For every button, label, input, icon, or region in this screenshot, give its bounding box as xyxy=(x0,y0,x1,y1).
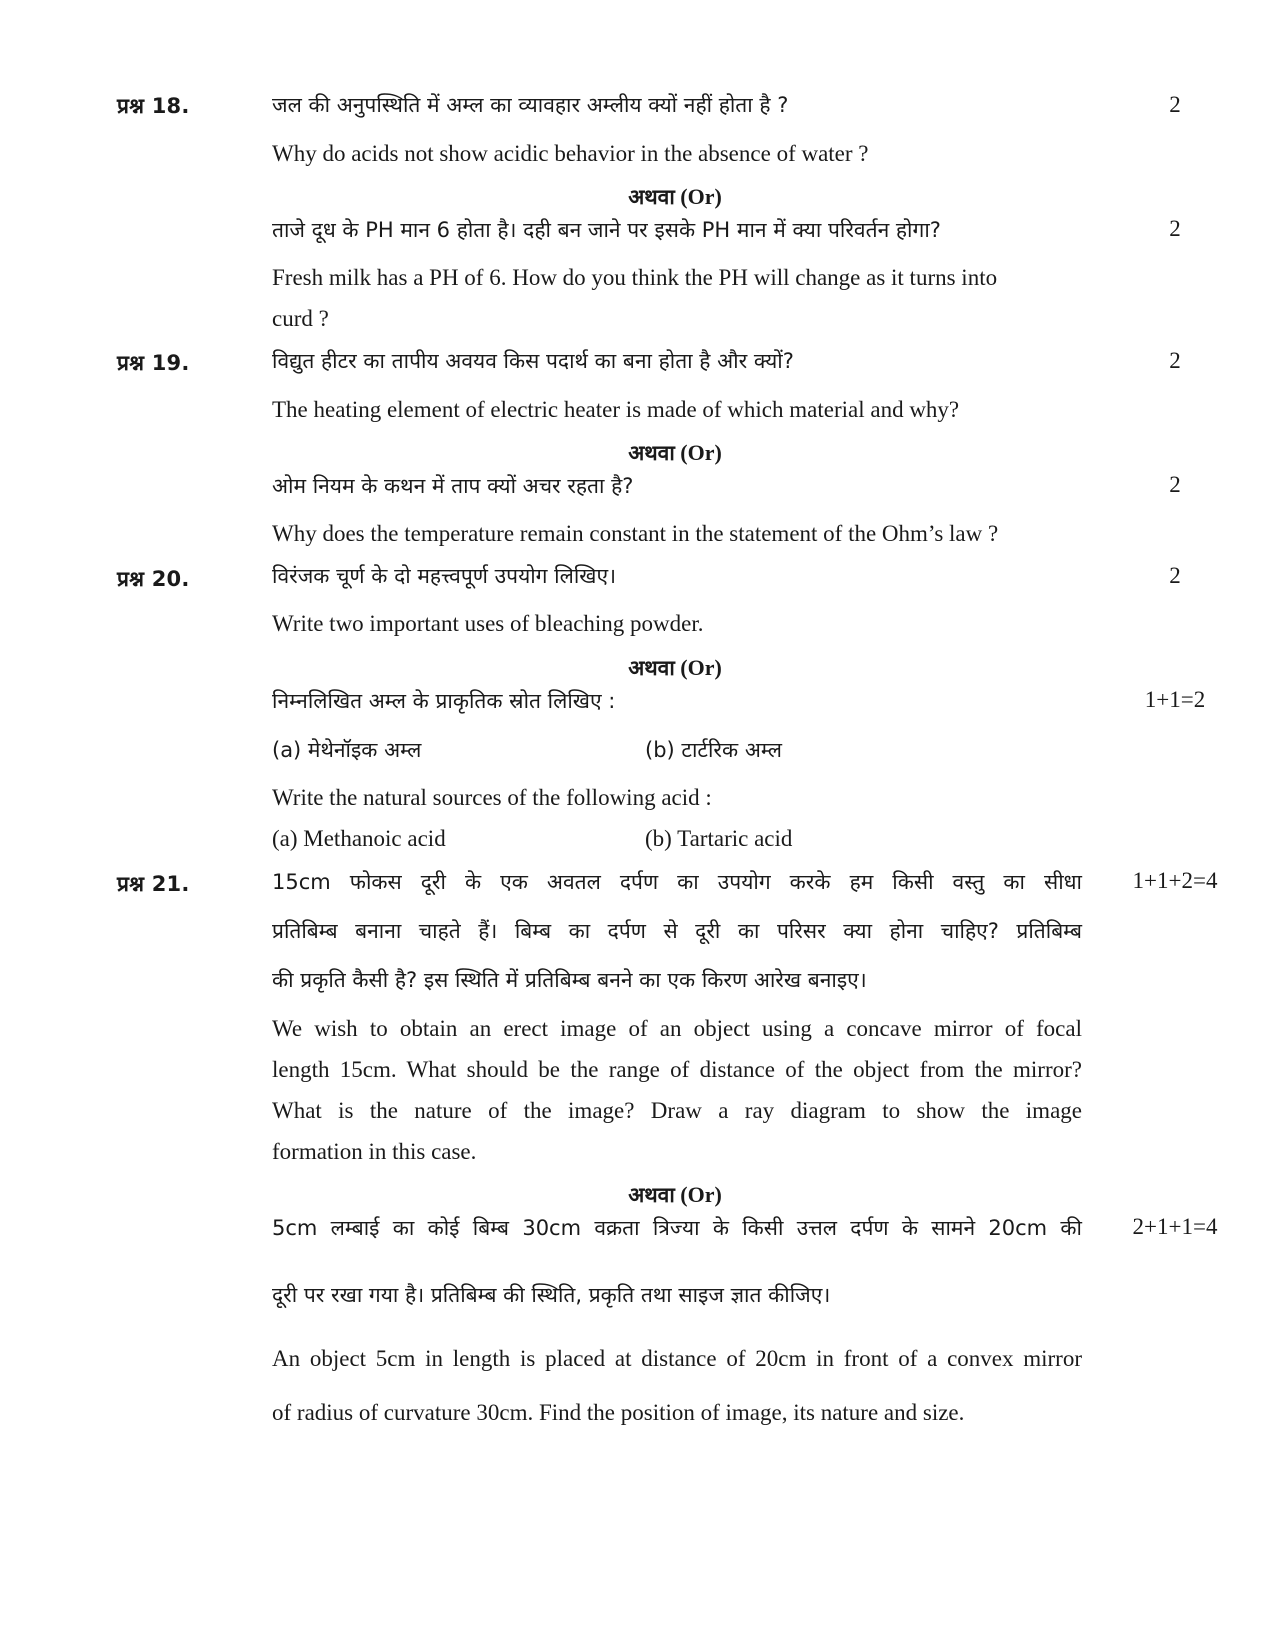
question-number-21: प्रश्न 21. xyxy=(117,872,190,896)
q21-hindi-line-1: 15cm फोकस दूरी के एक अवतल दर्पण का उपयोग करके हम किसी वस्तु का सीधा xyxy=(272,870,1082,894)
q20-marks: 2 xyxy=(1169,563,1181,588)
q18-hindi-text: जल की अनुपस्थिति में अम्ल का व्यावहार अम्लीय क्यों नहीं होता है ? xyxy=(272,93,789,117)
q21-hindi-line-2: प्रतिबिम्ब बनाना चाहते हैं। बिम्ब का दर्पण से दूरी का परिसर क्या होना चाहिए? प्रतिबिम्ब xyxy=(272,919,1082,943)
question-number-19: प्रश्न 19. xyxy=(117,351,190,375)
q21-or-divider xyxy=(540,1181,810,1209)
q20-option-b-english: (b) Tartaric acid xyxy=(645,826,793,851)
q20-or-divider xyxy=(540,654,810,682)
q21-hindi-line-3: की प्रकृति कैसी है? इस स्थिति में प्रतिबिम्ब बनने का एक किरण आरेख बनाइए। xyxy=(272,968,867,992)
q18-marks: 2 xyxy=(1169,92,1181,117)
q21-marks: 1+1+2=4 xyxy=(1132,868,1218,893)
q21-english-line-4: formation in this case. xyxy=(272,1139,477,1164)
q21-alt-hindi-line-2: दूरी पर रखा गया है। प्रतिबिम्ब की स्थिति, प्रकृति तथा साइज ज्ञात कीजिए। xyxy=(272,1283,831,1307)
q20-alt-english-text: Write the natural sources of the following acid : xyxy=(272,785,712,810)
or-english-label: (Or) xyxy=(680,184,722,209)
q19-english-text: The heating element of electric heater is made of which material and why? xyxy=(272,397,960,422)
q18-alt-english-line-2: curd ? xyxy=(272,306,329,331)
question-number-20: प्रश्न 20. xyxy=(117,567,190,591)
q21-english-line-3: What is the nature of the image? Draw a ray diagram to show the image xyxy=(272,1098,1082,1123)
q21-alt-english-line-1: An object 5cm in length is placed at distance of 20cm in front of a convex mirror xyxy=(272,1346,1082,1371)
or-english-label: (Or) xyxy=(680,655,722,680)
q21-alt-english-line-2: of radius of curvature 30cm. Find the position of image, its nature and size. xyxy=(272,1400,965,1425)
q21-alt-marks: 2+1+1=4 xyxy=(1132,1214,1218,1239)
q18-alt-english-line-1: Fresh milk has a PH of 6. How do you think the PH will change as it turns into xyxy=(272,265,998,290)
question-number-18: प्रश्न 18. xyxy=(117,94,190,118)
q21-english-line-1: We wish to obtain an erect image of an object using a concave mirror of focal xyxy=(272,1016,1082,1041)
or-hindi-label: अथवा xyxy=(628,441,675,465)
q21-alt-hindi-line-1: 5cm लम्बाई का कोई बिम्ब 30cm वक्रता त्रिज्या के किसी उत्तल दर्पण के सामने 20cm की xyxy=(272,1216,1082,1240)
q19-hindi-text: विद्युत हीटर का तापीय अवयव किस पदार्थ का बना होता है और क्यों? xyxy=(272,349,794,373)
q20-alt-marks: 1+1=2 xyxy=(1144,687,1206,712)
q18-english-text: Why do acids not show acidic behavior in the absence of water ? xyxy=(272,141,869,166)
q18-or-divider xyxy=(540,183,810,211)
q20-option-a-hindi: (a) मेथेनॉइक अम्ल xyxy=(272,738,422,762)
q19-marks: 2 xyxy=(1169,348,1181,373)
or-english-label: (Or) xyxy=(680,440,722,465)
q20-alt-hindi-text: निम्नलिखित अम्ल के प्राकृतिक स्रोत लिखिए : xyxy=(272,689,616,713)
q20-hindi-text: विरंजक चूर्ण के दो महत्त्वपूर्ण उपयोग लिखिए। xyxy=(272,564,617,588)
q20-english-text: Write two important uses of bleaching powder. xyxy=(272,611,704,636)
or-english-label: (Or) xyxy=(680,1182,722,1207)
q19-or-divider xyxy=(540,439,810,467)
q20-option-b-hindi: (b) टार्टरिक अम्ल xyxy=(645,738,783,762)
q21-english-line-2: length 15cm. What should be the range of distance of the object from the mirror? xyxy=(272,1057,1082,1082)
q20-option-a-english: (a) Methanoic acid xyxy=(272,826,446,851)
q19-alt-english-text: Why does the temperature remain constant in the statement of the Ohm’s law ? xyxy=(272,521,999,546)
q19-alt-hindi-text: ओम नियम के कथन में ताप क्यों अचर रहता है? xyxy=(272,474,634,498)
q18-alt-hindi-text: ताजे दूध के PH मान 6 होता है। दही बन जाने पर इसके PH मान में क्या परिवर्तन होगा? xyxy=(272,218,941,242)
q19-alt-marks: 2 xyxy=(1169,472,1181,497)
or-hindi-label: अथवा xyxy=(628,656,675,680)
q18-alt-marks: 2 xyxy=(1169,216,1181,241)
or-hindi-label: अथवा xyxy=(628,185,675,209)
or-hindi-label: अथवा xyxy=(628,1183,675,1207)
